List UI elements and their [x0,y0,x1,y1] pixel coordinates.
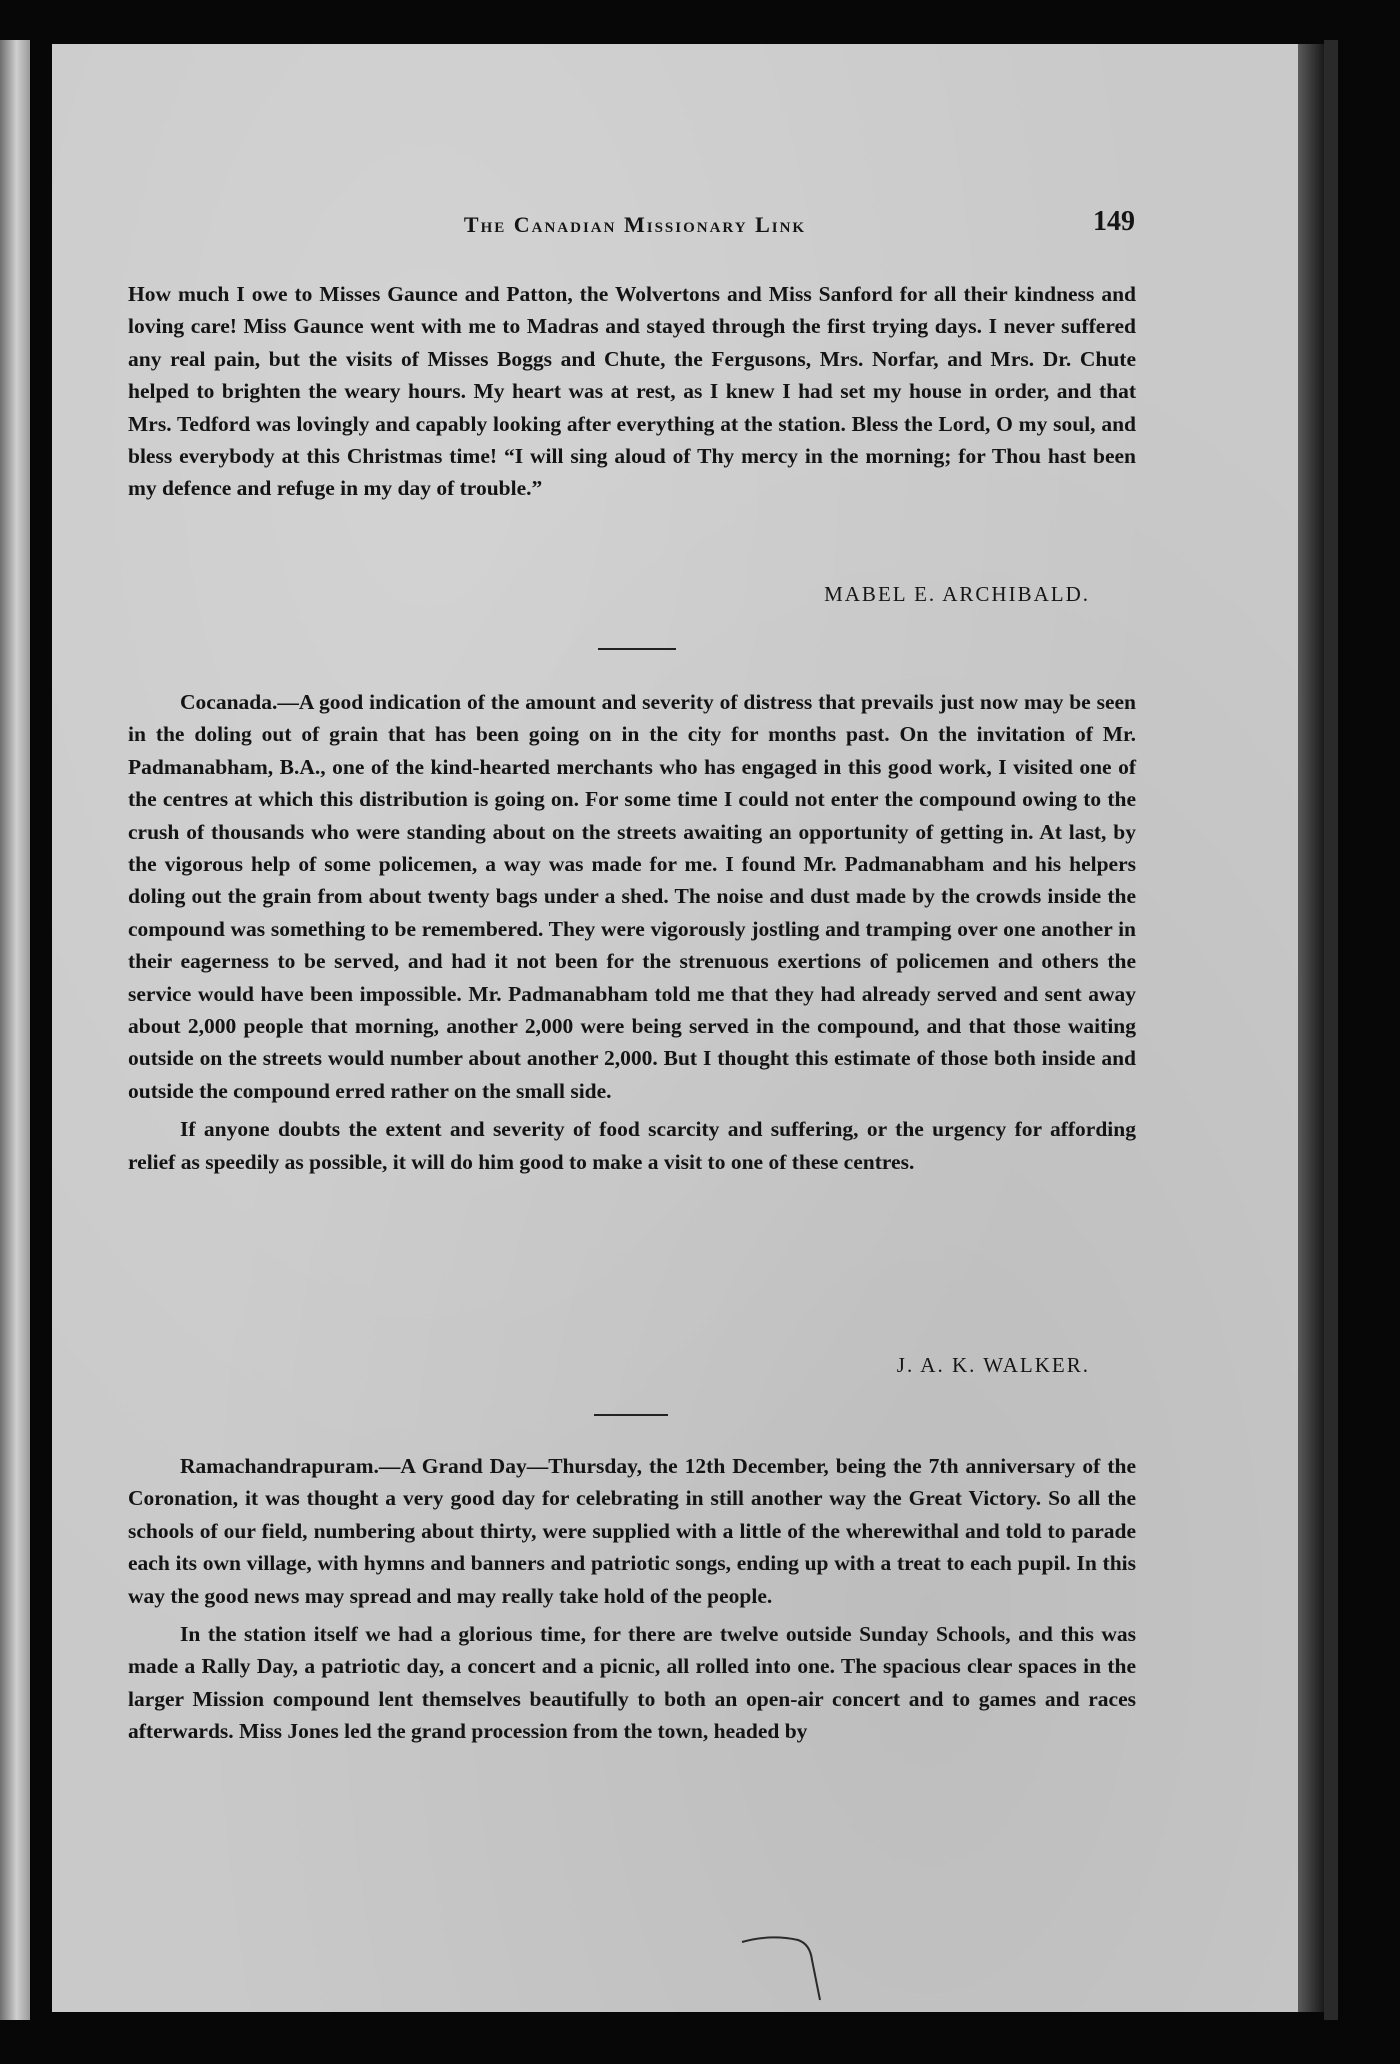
signature-archibald: MABEL E. ARCHIBALD. [824,582,1090,606]
facing-page-edge [0,40,30,2020]
pen-stroke-mark [740,1930,860,2010]
cocanada-heading: Cocanada. [180,690,278,714]
ramachandrapuram-heading: Ramachandrapuram. [180,1454,379,1478]
page-number: 149 [1093,206,1135,237]
cocanada-paragraph-2: If anyone doubts the extent and severity of food scarcity and suffering, or the urgency for affording relief as speedily as possible, it will do him good to make a visit to one of these centres. [128,1117,1136,1174]
page-gutter-shadow [1298,44,1324,2012]
running-head [135,206,1135,250]
ramachandrapuram-paragraph-1-text: —A Grand Day—Thursday, the 12th December, being the 7th anniversary of the Coronation, it was thought a very good day for celebrating in still another way the Great Victory. So all the schools of our field, numbering about thirty, were supplied with a little of the wherewithal and told to parade each its own village, with hymns and banners and patriotic songs, ending up with a treat to each pupil. In this way the good news may spread and may really take hold of the people. [128,1454,1136,1608]
archibald-paragraph: How much I owe to Misses Gaunce and Patton, the Wolvertons and Miss Sanford for all their kindness and loving care! Miss Gaunce went with me to Madras and stayed through the first trying days. I never suffered any real pain, but the visits of Misses Boggs and Chute, the Fergusons, Mrs. Norfar, and Mrs. Dr. Chute helped to brighten the weary hours. My heart was at rest, as I knew I had set my house in order, and that Mrs. Tedford was lovingly and capably looking after everything at the station. Bless the Lord, O my soul, and bless everybody at this Christmas time! “I will sing aloud of Thy mercy in the morning; for Thou hast been my defence and refuge in my day of trouble.” [128,282,1136,501]
section-divider-2 [594,1414,668,1416]
archibald-letter [128,278,1136,511]
section-divider-1 [598,648,676,650]
ramachandrapuram-paragraph-2: In the station itself we had a glorious time, for there are twelve outside Sunday Schools, and this was made a Rally Day, a patriotic day, a concert and a picnic, all rolled into one. The spacious clear spaces in the larger Mission compound lent themselves beautifully to both an open-air concert and to games and races afterwards. Miss Jones led the grand procession from the town, headed by [128,1622,1136,1744]
cocanada-paragraph-1-text: —A good indication of the amount and severity of distress that prevails just now may be seen in the doling out of grain that has been going on in the city for months past. On the invitation of Mr. Padmanabham, B.A., one of the kind-hearted merchants who has engaged in this good work, I visited one of the centres at which this distribution is going on. For some time I could not enter the compound owing to the crush of thousands who were standing about on the streets awaiting an opportunity of getting in. At last, by the vigorous help of some policemen, a way was made for me. I found Mr. Padmanabham and his helpers doling out the grain from about twenty bags under a shed. The noise and dust made by the crowds inside the compound was something to be remembered. They were vigorously jostling and tramping over one another in their eagerness to be served, and had it not been for the strenuous exertions of policemen and others the service would have been impossible. Mr. Padmanabham told me that they had already served and sent away about 2,000 people that morning, another 2,000 were being served in the compound, and that those waiting outside on the streets would number about another 2,000. But I thought this estimate of those both inside and outside the compound erred rather on the small side. [128,690,1136,1103]
cocanada-paragraph-1 [128,686,1136,1107]
ramachandrapuram-section [128,1450,1136,1754]
ramachandrapuram-paragraph-1 [128,1450,1136,1612]
running-title: The Canadian Missionary Link [463,212,807,237]
signature-walker: J. A. K. WALKER. [896,1353,1090,1377]
cocanada-section [128,686,1136,1184]
binding-edge [1324,40,1338,2020]
